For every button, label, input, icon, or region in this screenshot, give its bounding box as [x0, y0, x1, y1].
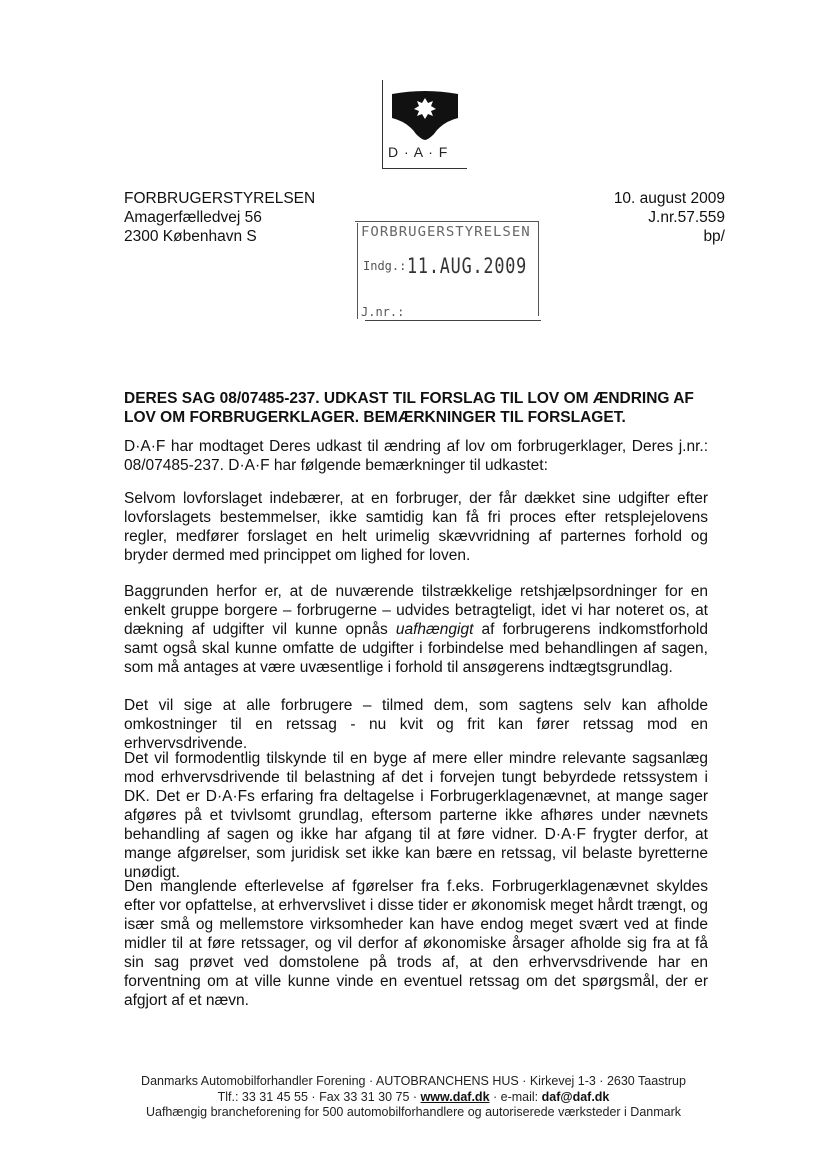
paragraph-4: Det vil sige at alle forbrugere – tilmed dem, som sagtens selv kan afholde omkostninger til en retssag - nu kvit og frit kan fører retssag mod en erhvervsdrivende.: [124, 697, 708, 752]
paragraph-2: Selvom lovforslaget indebærer, at en forbruger, der får dækket sine udgifter efter lovforslagets bestemmelser, ikke samtidig kan få fri proces efter retsplejelovens regler, medfører forslaget en helt urimelig skævvridning af parternes forhold og bryder dermed med princippet om lighed for loven.: [124, 490, 708, 564]
footer-address: Danmarks Automobilforhandler Forening · AUTOBRANCHENS HUS · Kirkevej 1-3 · 2630 Taastrup: [141, 1074, 686, 1088]
daf-logo: [382, 80, 468, 170]
stamp-jnr-label: J.nr.:: [361, 305, 405, 319]
journal-number: J.nr.57.559: [648, 209, 725, 226]
date-block: [614, 189, 725, 246]
paragraph-5: Det vil formodentlig tilskynde til en byge af mere eller mindre relevante sagsanlæg mod erhvervsdrivende til belastning af det i forvejen tungt bebyrdede retssystem i DK. Det er D·A·Fs erfaring fra deltagelse i Forbrugerklagenævnet, at mange sager afgøres på et tvivlsomt grundlag, eftersom parterne ikke afhøres under nævnets behandling af sagen og ikke har afgang til at føre vidner. D·A·F frygter derfor, at mange afgørelser, som juridisk set ikke kan bære en retssag, vil belaste byretterne unødigt.: [124, 750, 708, 881]
emphasis-uafhaengigt: uafhængigt: [395, 621, 474, 638]
footer-contact: Tlf.: 33 31 45 55 · Fax 33 31 30 75 · www.daf.dk · e-mail: daf@daf.dk: [217, 1089, 610, 1104]
logo-letters: D · A · F: [388, 144, 449, 160]
paragraph-3: Baggrunden herfor er, at de nuværende tilstrækkelige retshjælpsordninger for en enkelt gruppe borgere – forbrugerne – udvides betragteligt, idet vi har noteret os, at dækning af udgifter vil kunne opnås uafhængigt af forbrugerens indkomstforhold samt også skal kunne omfatte de udgifter i forbindelse med behandlingen af sagen, som må antages at være uvæsentlige i forhold til ansøgerens indtægtsgrundlag.: [124, 583, 708, 676]
logo-emblem-icon: [388, 88, 462, 140]
recipient-address: [124, 189, 315, 246]
paragraph-1: D·A·F har modtaget Deres udkast til ændring af lov om forbrugerklager, Deres j.nr.: 08/07485-237. D·A·F har følgende bemærkninger til udkastet:: [124, 438, 708, 474]
email-link[interactable]: daf@daf.dk: [541, 1089, 610, 1104]
stamp-received-label: Indg.:: [363, 259, 407, 273]
website-link[interactable]: www.daf.dk: [420, 1089, 490, 1104]
initials: bp/: [703, 228, 725, 245]
stamp-received-date: 11.AUG.2009: [407, 254, 528, 278]
letter-date: 10. august 2009: [613, 190, 725, 207]
received-stamp: [355, 221, 541, 321]
recipient-city: 2300 København S: [124, 228, 257, 245]
letter-subject: DERES SAG 08/07485-237. UDKAST TIL FORSLAG TIL LOV OM ÆNDRING AF LOV OM FORBRUGERKLAGER. BEMÆRKNINGER TIL FORSLAGET.: [124, 390, 694, 426]
recipient-street: Amagerfælledvej 56: [124, 209, 262, 226]
letterhead-footer: [0, 1074, 827, 1121]
stamp-organization: FORBRUGERSTYRELSEN: [361, 224, 531, 240]
recipient-name: FORBRUGERSTYRELSEN: [124, 190, 316, 207]
footer-tagline: Uafhængig brancheforening for 500 automobilforhandlere og autoriserede værksteder i Danmark: [145, 1105, 682, 1119]
paragraph-6: Den manglende efterlevelse af fgørelser fra f.eks. Forbrugerklagenævnet skyldes efter vor opfattelse, at erhvervslivet i disse tider er økonomisk meget hårdt trængt, og især små og mellemstore virksomheder kan have endog meget svært ved at finde midler til at føre retssager, og vil derfor af økonomiske årsager afholde sig fra at få sin sag prøvet ved domstolene på trods af, at den erhvervsdrivende har en forventning om at ville kunne vinde en eventuel retssag om det spørgsmål, der er afgjort af et nævn.: [124, 878, 708, 1009]
